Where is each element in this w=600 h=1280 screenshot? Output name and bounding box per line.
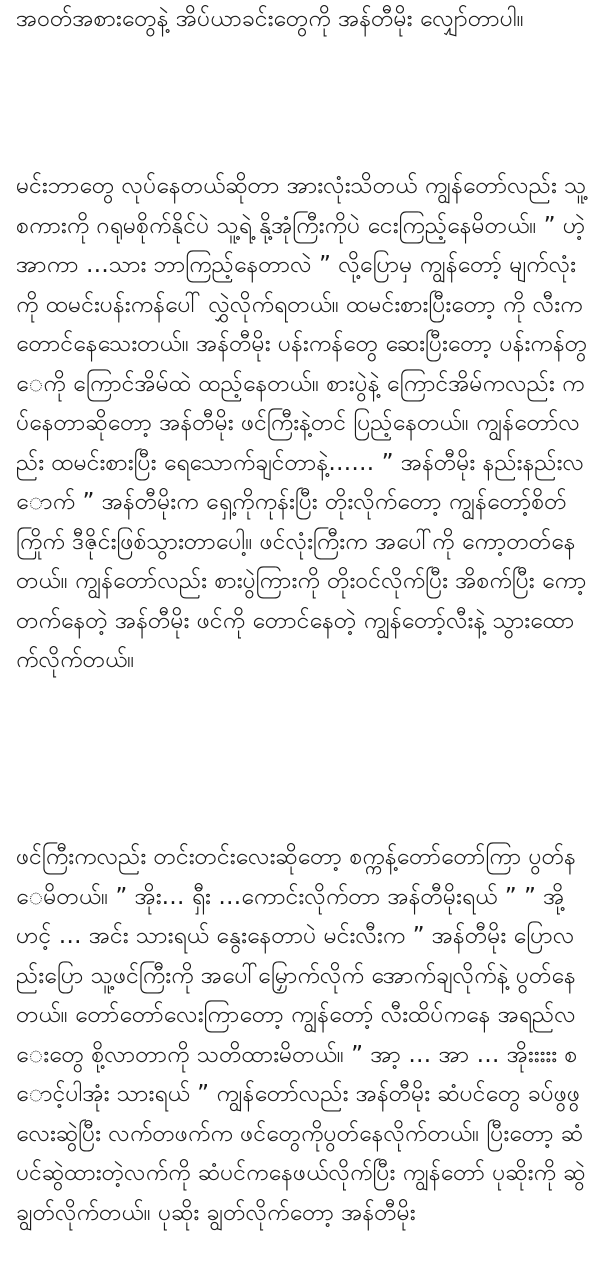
- story-paragraph: ဖင်ကြီးကလည်း တင်းတင်းလေးဆိုတော့ စက္ကန့်တော်တော်ကြာ ပွတ်နေမိတယ်။ ” အိုး… ရှီး …ကောင်းလိုက်တာ အန်တီမိုးရယ် ” ” အို့ ဟင့် … အင်း သားရယ် နွေးနေတာပဲ မင်းလီးက ” အန်တီမိုး ပြောလည်းပြော သူ့ဖင်ကြီးကို အပေါ်မြှောက်လိုက် အောက်ချလိုက်နဲ့ ပွတ်နေတယ်။ တော်တော်လေးကြာတော့ ကျွန်တော့် လီးထိပ်ကနေ အရည်လေးတွေ စို့လာတာကို သတိထားမိတယ်။ ” အာ့ … အာ … အိုးးးးး စောင့်ပါအုံး သားရယ် ” ကျွန်တော်လည်း အန်တီမိုး ဆံပင်တွေ ခပ်ဖွဖွလေးဆွဲပြီး လက်တဖက်က ဖင်တွေကိုပွတ်နေလိုက်တယ်။ ပြီးတော့ ဆံပင်ဆွဲထားတဲ့လက်ကို ဆံပင်ကနေဖယ်လိုက်ပြီး ကျွန်တော် ပုဆိုးကို ဆွဲချွတ်လိုက်တယ်။ ပုဆိုး ချွတ်လိုက်တော့ အန်တီမိုး: [16, 844, 586, 1226]
- story-paragraph: မင်းဘာတွေ လုပ်နေတယ်ဆိုတာ အားလုံးသိတယ် ကျွန်တော်လည်း သူ့စကားကို ဂရုမစိုက်နိုင်ပဲ သူ့ရဲ့ နို့အုံကြီးကိုပဲ ငေးကြည့်နေမိတယ်။ ” ဟဲ့ အာကာ …သား ဘာကြည့်နေတာလဲ ” လို့ပြောမှ ကျွန်တော့် မျက်လုံးကို ထမင်းပန်းကန်ပေါ် လွှဲလိုက်ရတယ်။ ထမင်းစားပြီးတော့ ကို လီးက တောင်နေသေးတယ်။ အန်တီမိုး ပန်းကန်တွေ ဆေးပြီးတော့ ပန်းကန်တွေကို ကြောင်အိမ်ထဲ ထည့်နေတယ်။ စားပွဲနဲ့ ကြောင်အိမ်ကလည်း ကပ်နေတာဆိုတော့ အန်တီမိုး ဖင်ကြီးနဲ့တင် ပြည့်နေတယ်။ ကျွန်တော်လည်း ထမင်းစားပြီး ရေသောက်ချင်တာနဲ့…… ” အန်တီမိုး နည်းနည်းလောက် ” အန်တီမိုးက ရှေ့ကိုကုန်းပြီး တိုးလိုက်တော့ ကျွန်တော့်စိတ်ကြိုက် ဒီဇိုင်းဖြစ်သွားတာပေါ့။ ဖင်လုံးကြီးက အပေါ်ကို ကော့တတ်နေတယ်။ ကျွန်တော်လည်း စားပွဲကြားကို တိုးဝင်လိုက်ပြီး အိစက်ပြီး ကော့တက်နေတဲ့ အန်တီမိုး ဖင်ကို တောင်နေတဲ့ ကျွန်တော့်လီးနဲ့ သွားထောက်လိုက်တယ်။: [16, 173, 588, 673]
- story-paragraph: အဝတ်အစားတွေနဲ့ အိပ်ယာခင်းတွေကို အန်တီမိုး လျှော်တာပါ။: [16, 6, 524, 32]
